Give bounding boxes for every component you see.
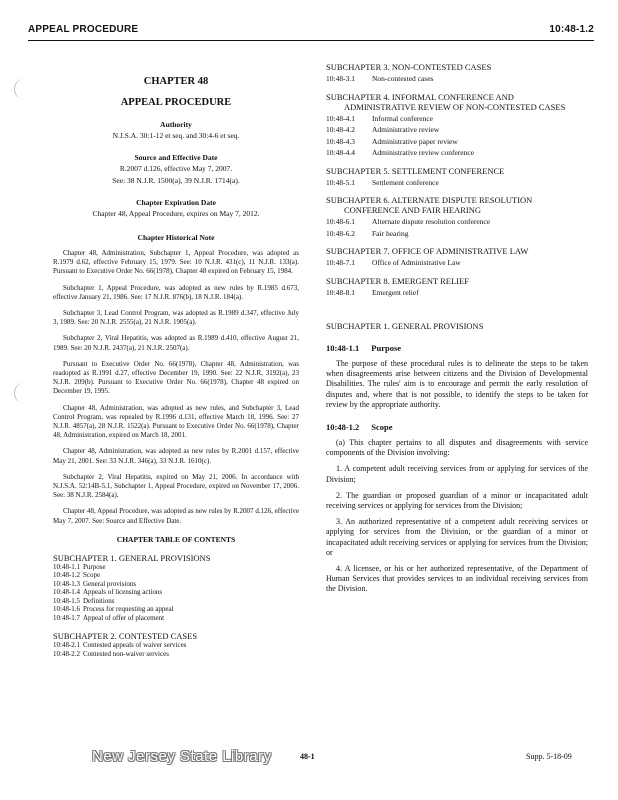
subchapter-heading: SUBCHAPTER 1. GENERAL PROVISIONS [326,321,484,331]
toc-section-title: Administrative paper review [372,136,458,146]
history-paragraph: Chapter 48, Administration, was adopted as new rules, and Subchapter 3, Lead Control Program, was repealed by R.1996 d.131, effective March 18, 1996. See: 27 N.J.R. 4857(a), 28 N.J.R. 1522(a). Pursuant to Executive Order No. 66(1978), Chapter 48, Administration, expired on March 18, 2001. [53,403,299,440]
scan-mark [14,78,37,100]
toc-subchapter: SUBCHAPTER 1. GENERAL PROVISIONS [53,552,211,563]
section-heading-scope: 10:48-1.2 Scope [326,422,393,433]
history-paragraph: Subchapter 3, Lead Control Program, was adopted as R.1989 d.347, effective July 3, 1989. See: 20 N.J.R. 2555(a), 21 N.J.R. 1905(a). [53,309,299,327]
purpose-paragraph: The purpose of these procedural rules is to delineate the steps to be taken when disagreements arise between citizens and the Division of Developmental Disabilities. The rules' aim is to encourage and permit the early resolution of disputes and, where that is not possible, to identify the steps to be taken for review by the appropriate authority. [326,359,588,409]
scope-paragraph: (a) This chapter pertains to all disputes and disagreements with service components of the Division involving: [326,438,588,458]
scope-paragraphs [326,438,588,595]
toc-row [326,137,588,147]
toc-section-title: General provisions [83,579,137,588]
history-paragraph: Subchapter 1, Appeal Procedure, was adopted as new rules by R.1985 d.673, effective January 21, 1986. See: 17 N.J.R. 876(b), 18 N.J.R. 184(a). [53,283,299,301]
scope-paragraph: 2. The guardian or proposed guardian of a minor or incapacitated adult receiving services or applying for services from the Division; [326,490,588,511]
history-heading: Chapter Historical Note [137,233,215,242]
front-matter-heading: Authority [160,120,192,129]
toc-subchapter-title-cont: ADMINISTRATIVE REVIEW OF NON-CONTESTED CASES [344,101,566,112]
supplement-date: Supp. 5-18-09 [526,752,572,761]
table-of-contents [53,553,299,659]
history-paragraph: Chapter 48, Appeal Procedure, was adopted as new rules by R.2007 d.126, effective May 7, 2007. See: Source and Effective Date. [53,507,299,525]
toc-section-title: Informal conference [372,113,434,123]
toc-row [326,148,588,158]
toc-section-number: 10:48-1.1 [53,562,81,571]
toc-row [53,614,299,623]
toc-subchapter [326,276,588,286]
toc-section-number: 10:48-2.1 [53,641,81,650]
history-paragraph: Pursuant to Executive Order No. 66(1978), Chapter 48, Administration, was readopted as R.1991 d.27, effective December 19, 1990. See: 22 N.J.R. 3192(a), 23 N.J.R. 209(b). Pursuant to Executive Order No. 66(1978), Chapter 48 expired on December 19, 1995. [53,359,299,396]
toc-row [326,178,588,188]
front-matter-line: N.J.S.A. 30:1-12 et seq. and 30:4-6 et seq. [112,131,240,140]
toc-row [53,580,299,589]
toc-section-number: 10:48-1.3 [53,579,81,588]
toc-subchapter-title: SUBCHAPTER 4. INFORMAL CONFERENCE AND [326,91,514,102]
toc-section-number: 10:48-6.2 [326,228,355,238]
toc-subchapter [326,246,588,256]
toc-section-title: Contested appeals of waiver services [83,641,187,650]
toc-subchapter-title: SUBCHAPTER 6. ALTERNATE DISPUTE RESOLUTION [326,195,533,205]
toc-section-number: 10:48-5.1 [326,177,355,187]
toc-section-number: 10:48-1.6 [53,605,81,614]
header-title: APPEAL PROCEDURE [28,24,139,35]
toc-section-number: 10:48-1.5 [53,596,81,605]
toc-section-number: 10:48-2.2 [53,649,81,658]
historical-note [53,249,299,526]
library-watermark: New Jersey State Library [92,748,272,765]
toc-row [326,114,588,124]
toc-subchapter-title: SUBCHAPTER 3. NON-CONTESTED CASES [326,62,492,72]
toc-row [326,229,588,239]
left-column [53,70,299,658]
toc-section-title: Definitions [83,596,115,605]
toc-section-title: Administrative review conference [372,148,475,157]
toc-row [326,74,588,84]
toc-section-number: 10:48-4.4 [326,148,355,157]
toc-section-title: Alternate dispute resolution conference [372,217,491,226]
right-column [326,62,588,595]
toc-section-number: 10:48-4.3 [326,136,355,146]
toc-section-title: Purpose [83,562,106,571]
toc-row [53,641,299,650]
running-header [28,24,594,41]
toc-subchapter [326,62,588,72]
toc-section-title: Emergent relief [372,287,419,297]
toc-section-title: Fair hearing [372,228,409,238]
toc-heading: CHAPTER TABLE OF CONTENTS [116,534,236,544]
section-heading-purpose: 10:48-1.1 Purpose [326,343,402,353]
chapter-front-matter [53,120,299,219]
toc-row [326,125,588,135]
front-matter-line: See: 38 N.J.R. 1500(a), 39 N.J.R. 1714(a). [112,176,240,185]
toc-row [53,563,299,572]
toc-row [53,597,299,606]
toc-section-title: Settlement conference [372,177,439,187]
toc-section-title: Appeal of offer of placement [83,613,165,622]
toc-section-number: 10:48-1.7 [53,613,81,622]
history-paragraph: Subchapter 2, Viral Hepatitis, expired on May 21, 2006. In accordance with N.J.S.A. 52:14B-5.1, Subchapter 1, Appeal Procedure, expired on November 17, 2006. See: 38 N.J.R. 2584(a). [53,472,299,500]
front-matter-line: Chapter 48, Appeal Procedure, expires on May 7, 2012. [92,209,260,218]
toc-row [326,258,588,268]
toc-section-number: 10:48-3.1 [326,74,355,83]
toc-subchapter [326,166,588,176]
history-paragraph: Chapter 48, Administration, Subchapter 1, Appeal Procedure, was adopted as R.1979 d.62, effective February 15, 1979. See: 10 N.J.R. 431(c), 11 N.J.R. 133(a). Pursuant to Executive Order No. 66(1978), Chapter 48 expired on February 15, 1984. [53,249,299,276]
scope-paragraph: 1. A competent adult receiving services from or applying for services of the Division; [326,464,588,484]
history-paragraph: Chapter 48, Administration, was adopted as new rules by R.2001 d.157, effective May 21, 2001. See: 33 N.J.R. 346(a), 33 N.J.R. 1610(c). [53,447,299,465]
toc-section-number: 10:48-4.2 [326,125,355,134]
toc-subchapter-title: SUBCHAPTER 5. SETTLEMENT CONFERENCE [326,165,505,176]
toc-section-title: Appeals of licensing actions [83,588,163,597]
header-section: 10:48-1.2 [549,24,594,35]
scope-paragraph: 4. A licensee, or his or her authorized representative, of the Department of Human Services that provides services to an individual receiving services from the Division. [326,564,588,594]
toc-subchapter [326,195,588,215]
toc-row [53,650,299,659]
toc-section-number: 10:48-7.1 [326,258,355,267]
toc-row [53,605,299,614]
toc-section-number: 10:48-1.2 [53,571,81,580]
toc-section-number: 10:48-4.1 [326,113,355,123]
toc-section-title: Contested non-waiver services [83,649,169,658]
toc-row [53,571,299,580]
toc-section-number: 10:48-6.1 [326,217,355,226]
toc-section-title: Administrative review [372,125,440,134]
toc-section-title: Scope [83,571,101,580]
toc-subchapter-title: SUBCHAPTER 8. EMERGENT RELIEF [326,275,469,286]
front-matter-line: R.2007 d.126, effective May 7, 2007. [119,164,233,173]
front-matter-heading: Source and Effective Date [134,153,218,162]
toc-section-title: Office of Administrative Law [372,258,461,267]
toc-subchapter: SUBCHAPTER 2. CONTESTED CASES [53,631,198,642]
toc-row [326,217,588,227]
toc-section-number: 10:48-8.1 [326,287,355,297]
toc-row [53,588,299,597]
toc-subchapter-title: SUBCHAPTER 7. OFFICE OF ADMINISTRATIVE LAW [326,246,529,256]
page-number: 48-1 [300,752,315,761]
scope-paragraph: 3. An authorized representative of a competent adult receiving services or applying for services from the Division, or the guardian of a minor or incapacitated adult receiving services or applying for services from the Division; or [326,517,588,557]
scan-mark [14,382,37,404]
chapter-number: CHAPTER 48 [143,76,209,87]
front-matter-heading: Chapter Expiration Date [136,198,216,207]
toc-section-title: Non-contested cases [372,74,434,83]
toc-subchapter [326,92,588,112]
history-paragraph: Subchapter 2, Viral Hepatitis, was adopted as R.1989 d.410, effective August 21, 1989. See: 20 N.J.R. 2437(a), 21 N.J.R. 2507(a). [53,334,299,352]
toc-subchapter-title-cont: CONFERENCE AND FAIR HEARING [344,205,482,215]
toc-section-title: Process for requesting an appeal [83,605,174,614]
table-of-contents-continued [326,62,588,297]
toc-row [326,288,588,298]
toc-section-number: 10:48-1.4 [53,588,81,597]
chapter-title: APPEAL PROCEDURE [120,97,232,108]
